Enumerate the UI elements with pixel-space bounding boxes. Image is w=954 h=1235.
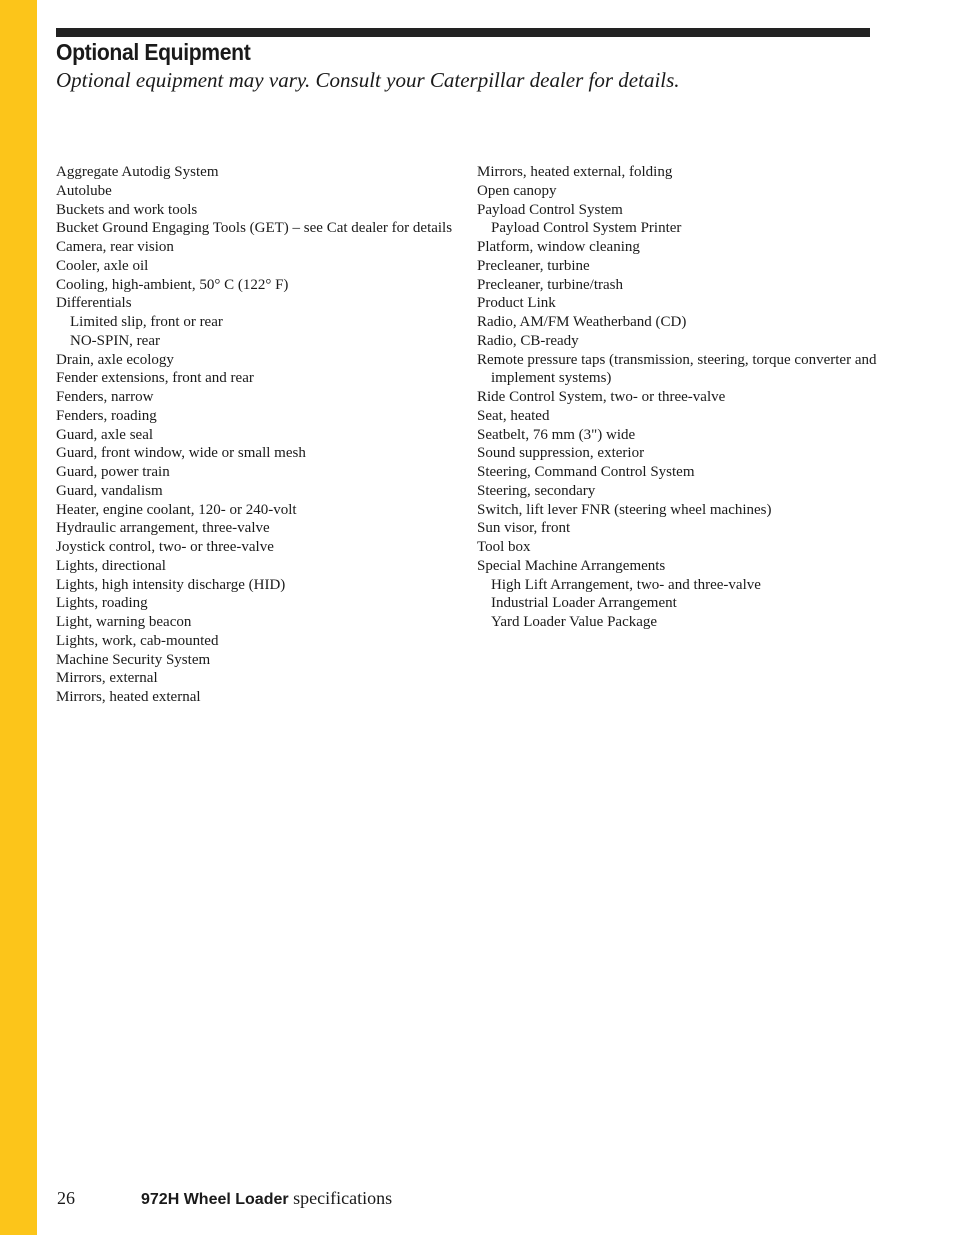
header-rule bbox=[56, 28, 870, 37]
equipment-item: Lights, roading bbox=[56, 595, 148, 612]
equipment-sub-item: Industrial Loader Arrangement bbox=[491, 595, 677, 612]
equipment-list-left-column bbox=[56, 163, 456, 707]
equipment-item: Autolube bbox=[56, 182, 112, 199]
equipment-item: Drain, axle ecology bbox=[56, 351, 174, 368]
equipment-list-right-column bbox=[477, 163, 877, 632]
equipment-item: Mirrors, external bbox=[56, 670, 158, 687]
equipment-item: Machine Security System bbox=[56, 651, 211, 668]
equipment-item: Guard, power train bbox=[56, 464, 170, 480]
equipment-item: Differentials bbox=[56, 295, 132, 312]
equipment-item: Joystick control, two- or three-valve bbox=[56, 539, 274, 555]
equipment-item: Fenders, roading bbox=[56, 407, 157, 424]
equipment-sub-item: Limited slip, front or rear bbox=[70, 314, 223, 330]
equipment-item: Sound suppression, exterior bbox=[477, 445, 645, 462]
equipment-item: Lights, work, cab-mounted bbox=[56, 632, 219, 649]
equipment-item: Camera, rear vision bbox=[56, 239, 174, 255]
equipment-item: Steering, Command Control System bbox=[477, 464, 695, 480]
footer-suffix: specifications bbox=[293, 1188, 393, 1208]
equipment-item: Mirrors, heated external bbox=[56, 689, 201, 705]
page-subtitle: Optional equipment may vary. Consult your Caterpillar dealer for details. bbox=[56, 68, 680, 92]
yellow-side-band bbox=[0, 0, 37, 1235]
equipment-item: Mirrors, heated external, folding bbox=[477, 164, 673, 180]
equipment-item: Buckets and work tools bbox=[56, 201, 198, 218]
equipment-item: Bucket Ground Engaging Tools (GET) – see Cat dealer for details bbox=[56, 220, 453, 237]
equipment-item: Cooler, axle oil bbox=[56, 257, 149, 274]
equipment-item: Seatbelt, 76 mm (3") wide bbox=[477, 426, 636, 443]
equipment-item: Cooling, high-ambient, 50° C (122° F) bbox=[56, 276, 289, 293]
equipment-item: Lights, high intensity discharge (HID) bbox=[56, 576, 286, 593]
equipment-item: Heater, engine coolant, 120- or 240-volt bbox=[56, 501, 297, 518]
equipment-item: Product Link bbox=[477, 295, 556, 312]
equipment-item: Special Machine Arrangements bbox=[477, 557, 666, 574]
equipment-item: Radio, CB-ready bbox=[477, 332, 579, 349]
equipment-item: Tool box bbox=[477, 539, 531, 555]
equipment-item: Guard, front window, wide or small mesh bbox=[56, 445, 306, 462]
equipment-item: Seat, heated bbox=[477, 407, 550, 424]
equipment-sub-item: Yard Loader Value Package bbox=[491, 614, 658, 630]
equipment-sub-item: NO-SPIN, rear bbox=[70, 332, 160, 349]
equipment-item: Remote pressure taps (transmission, steering, torque converter and implement systems) bbox=[477, 351, 877, 387]
equipment-item: Lights, directional bbox=[56, 557, 166, 574]
equipment-item: Light, warning beacon bbox=[56, 614, 192, 630]
footer-model-name: 972H Wheel Loader bbox=[141, 1191, 289, 1208]
equipment-item: Radio, AM/FM Weatherband (CD) bbox=[477, 314, 687, 330]
equipment-item: Open canopy bbox=[477, 182, 557, 199]
equipment-item: Precleaner, turbine/trash bbox=[477, 276, 624, 293]
equipment-item: Platform, window cleaning bbox=[477, 239, 640, 255]
equipment-item: Sun visor, front bbox=[477, 520, 571, 537]
page-title: Optional Equipment bbox=[56, 39, 251, 65]
equipment-item: Ride Control System, two- or three-valve bbox=[477, 389, 726, 405]
equipment-item: Steering, secondary bbox=[477, 482, 596, 499]
equipment-sub-item: Payload Control System Printer bbox=[491, 220, 682, 237]
equipment-item: Aggregate Autodig System bbox=[56, 164, 219, 180]
equipment-item: Hydraulic arrangement, three-valve bbox=[56, 520, 270, 537]
page-footer bbox=[57, 1188, 392, 1209]
equipment-item: Precleaner, turbine bbox=[477, 257, 590, 274]
equipment-item: Guard, axle seal bbox=[56, 426, 154, 443]
equipment-item: Guard, vandalism bbox=[56, 482, 163, 499]
equipment-item: Switch, lift lever FNR (steering wheel machines) bbox=[477, 501, 772, 518]
equipment-item: Fenders, narrow bbox=[56, 389, 154, 405]
equipment-sub-item: High Lift Arrangement, two- and three-valve bbox=[491, 576, 761, 593]
page-number: 26 bbox=[57, 1188, 75, 1208]
equipment-item: Fender extensions, front and rear bbox=[56, 370, 254, 387]
equipment-item: Payload Control System bbox=[477, 201, 623, 218]
